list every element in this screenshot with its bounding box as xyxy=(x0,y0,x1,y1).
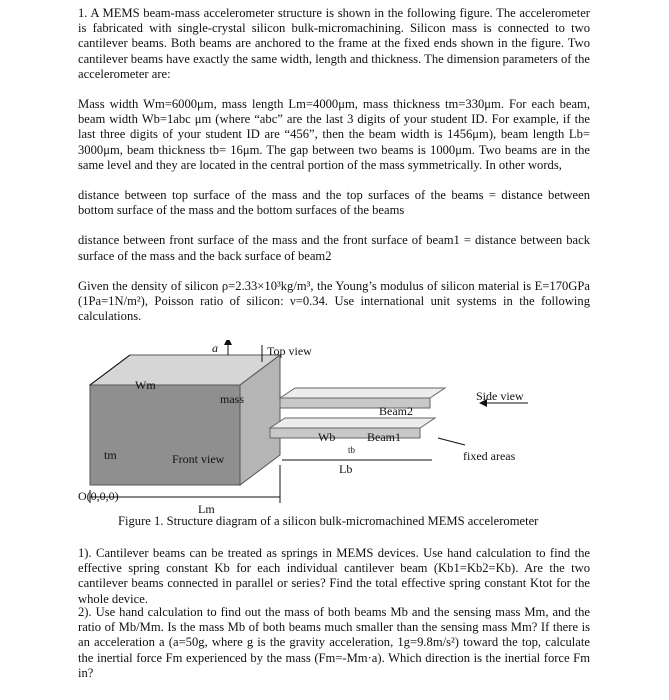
fixed-areas-label: fixed areas xyxy=(463,449,516,463)
accel-label: a xyxy=(212,341,218,355)
intro-paragraph: 1. A MEMS beam-mass accelerometer structure is shown in the following figure. The accelerometer is fabricated with single-crystal silicon bulk-micromachining. Silicon mass is connected to two cantilever beams. Both beams are anchored to the frame at the fixed ends shown in the figure. Two cantilever beams have exactly the same width, length and thickness. The dimension parameters of the accelerometer are: xyxy=(78,6,590,81)
question-1: 1). Cantilever beams can be treated as springs in MEMS devices. Use hand calculation to find the effective spring constant Kb for each individual cantilever beam (Kb1=Kb2=Kb). Are the two cantilever beams connected in parallel or series? Find the total effective spring constant Ktot for the whole device. xyxy=(78,546,590,606)
lm-label: Lm xyxy=(198,502,215,516)
tb-label: tb xyxy=(348,445,356,455)
origin-label: O(0,0,0) xyxy=(78,489,119,503)
beam1-label: Beam1 xyxy=(367,430,401,444)
mass-label: mass xyxy=(220,392,244,406)
beam2-label: Beam2 xyxy=(379,404,413,418)
fixed-areas-pointer xyxy=(438,438,465,445)
given-constants: Given the density of silicon ρ=2.33×10³kg/m³, the Young’s modulus of silicon material is E=170GPa (1Pa=1N/m²), Poisson ratio of silicon: ν=0.34. Use international unit systems in the following calculations. xyxy=(78,278,590,324)
wm-label: Wm xyxy=(135,378,156,392)
parameters-paragraph: Mass width Wm=6000μm, mass length Lm=4000μm, mass thickness tm=330μm. For each beam, beam width Wb=1abc μm (where “abc” are the last 3 digits of your student ID. For example, if the last three digits of your student ID are “456”, then the beam width is 1456μm), beam length Lb= 3000μm, beam thickness tb= 16μm. The gap between two beams is 1000μm. Two beams are in the same level and they are located in the central portion of the mass symmetrically. In other words, xyxy=(78,97,590,172)
beam2-top xyxy=(280,388,445,398)
lb-label: Lb xyxy=(339,462,353,476)
question-2: 2). Use hand calculation to find out the mass of both beams Mb and the sensing mass Mm, and the ratio of Mb/Mm. Is the mass Mb of both beams much smaller than the sensing mass Mm? If there is an acceleration a (a=50g, where g is the gravity acceleration, 1g=9.8m/s²) toward the top, calculate the inertial force Fm experienced by the mass (Fm=-Mm·a). Which direction is the inertial force Fm in? xyxy=(78,605,590,680)
wb-label: Wb xyxy=(318,430,336,444)
side-view-label: Side view xyxy=(476,389,524,403)
problem-text xyxy=(78,6,590,324)
figure-caption: Figure 1. Structure diagram of a silicon bulk-micromachined MEMS accelerometer xyxy=(118,514,539,528)
mass-front-face xyxy=(90,385,240,485)
front-view-label: Front view xyxy=(172,452,225,466)
tm-label: tm xyxy=(104,448,117,462)
beam1-top xyxy=(270,418,435,428)
top-view-label: Top view xyxy=(267,344,312,358)
distance-definition-1: distance between top surface of the mass and the top surfaces of the beams = distance between bottom surface of the mass and the bottom surfaces of the beams xyxy=(78,188,590,218)
distance-definition-2: distance between front surface of the mass and the front surface of beam1 = distance between back surface of the mass and the back surface of beam2 xyxy=(78,233,590,263)
